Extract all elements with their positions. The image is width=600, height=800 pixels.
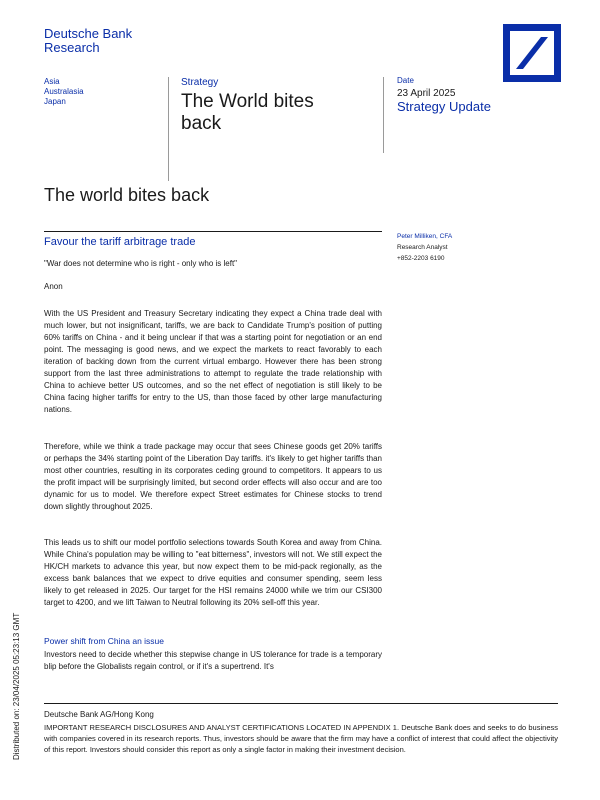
analyst-block [397, 231, 452, 264]
region-item: Japan [44, 97, 66, 106]
footer-company: Deutsche Bank AG/Hong Kong [44, 710, 154, 719]
distribution-stamp: Distributed on: 23/04/2025 05:23:13 GMT [12, 612, 21, 760]
analyst-phone: +852-2203 6190 [397, 255, 445, 262]
report-title [181, 91, 371, 135]
brand-name [44, 27, 132, 55]
epigraph-quote: "War does not determine who is right - only who is left" [44, 259, 238, 268]
report-title-line-2: back [181, 113, 222, 134]
brand-line-2: Research [44, 40, 100, 55]
body-paragraph: Investors need to decide whether this stepwise change in US tolerance for trade is a temporary blip before the Globalists regain control, or if it's a supertrend. It's [44, 650, 382, 671]
header-divider-right [383, 77, 384, 153]
section-title: Favour the tariff arbitrage trade [44, 236, 196, 248]
deutsche-bank-logo [503, 24, 561, 82]
date-label: Date [397, 76, 414, 85]
section-title: Power shift from China an issue [44, 636, 164, 646]
brand-line-1: Deutsche Bank [44, 26, 133, 41]
footer-disclaimer: IMPORTANT RESEARCH DISCLOSURES AND ANALYST CERTIFICATIONS LOCATED IN APPENDIX 1. Deutsche Bank does and seeks to do business with companies covered in its research reports. Thus, investors should be aware that the firm may have a conflict of interest that could affect the objectivity of this report. Investors should consider this report as only a single factor in making their investment decision. [44, 723, 558, 754]
analyst-role: Research Analyst [397, 244, 448, 251]
report-category: Strategy [181, 77, 219, 88]
region-item: Asia [44, 77, 60, 86]
body-paragraph: Therefore, while we think a trade package may occur that sees Chinese goods get 20% tariffs or perhaps the 34% starting point of the Liberation Day tariffs. it's likely to get higher tariffs than most other countries, resulting in its corporates ceding ground to competitors. It appears to us the profit impact will be surprisingly limited, but second order effects will also occur and are too dynamic for us to model. We therefore expect Street estimates for Chinese stocks to trend down slightly throughout 2025. [44, 442, 382, 511]
report-title-line-1: The World bites [181, 91, 314, 112]
report-type: Strategy Update [397, 99, 491, 114]
region-item: Australasia [44, 87, 84, 96]
footer-rule [44, 703, 558, 704]
region-list [44, 77, 84, 107]
body-paragraph: With the US President and Treasury Secretary indicating they expect a China trade deal with much lower, but not insignificant, tariffs, we are back to Candidate Trump's position of putting 60% tariffs on China - and it being unclear if that was a starting point for negotiation or an end point. The messaging is good news, and we expect the markets to react favorably to each iteration of backing down from the current virtual embargo. However there has been strong support from the last three administrations to attempt to regulate the trade relationship with China to achieve better US outcomes, and so the net effect of negotiation is still likely to be China facing higher tariffs for entry to the US, than those faced by other large manufacturing nations. [44, 309, 382, 414]
page-headline: The world bites back [44, 185, 210, 205]
section-rule [44, 231, 382, 232]
header-divider-left [168, 77, 169, 181]
epigraph-attribution: Anon [44, 282, 63, 291]
body-paragraph: This leads us to shift our model portfolio selections towards South Korea and away from China. While China's population may be willing to "eat bitterness", investors will not. We still expect the HK/CH markets to advance this year, but now expect them to be mid-pack regionally, as the excess bank balances that we expect to drive equities and consumer spending, seem less likely to get released in 2025. Our target for the HSI remains 24000 while we trim our CSI300 target to 4200, and we lift Taiwan to Neutral following its 20% sell-off this year. [44, 538, 382, 607]
report-date: 23 April 2025 [397, 88, 456, 99]
analyst-name: Peter Milliken, CFA [397, 233, 453, 240]
logo-slash-icon [510, 31, 554, 75]
